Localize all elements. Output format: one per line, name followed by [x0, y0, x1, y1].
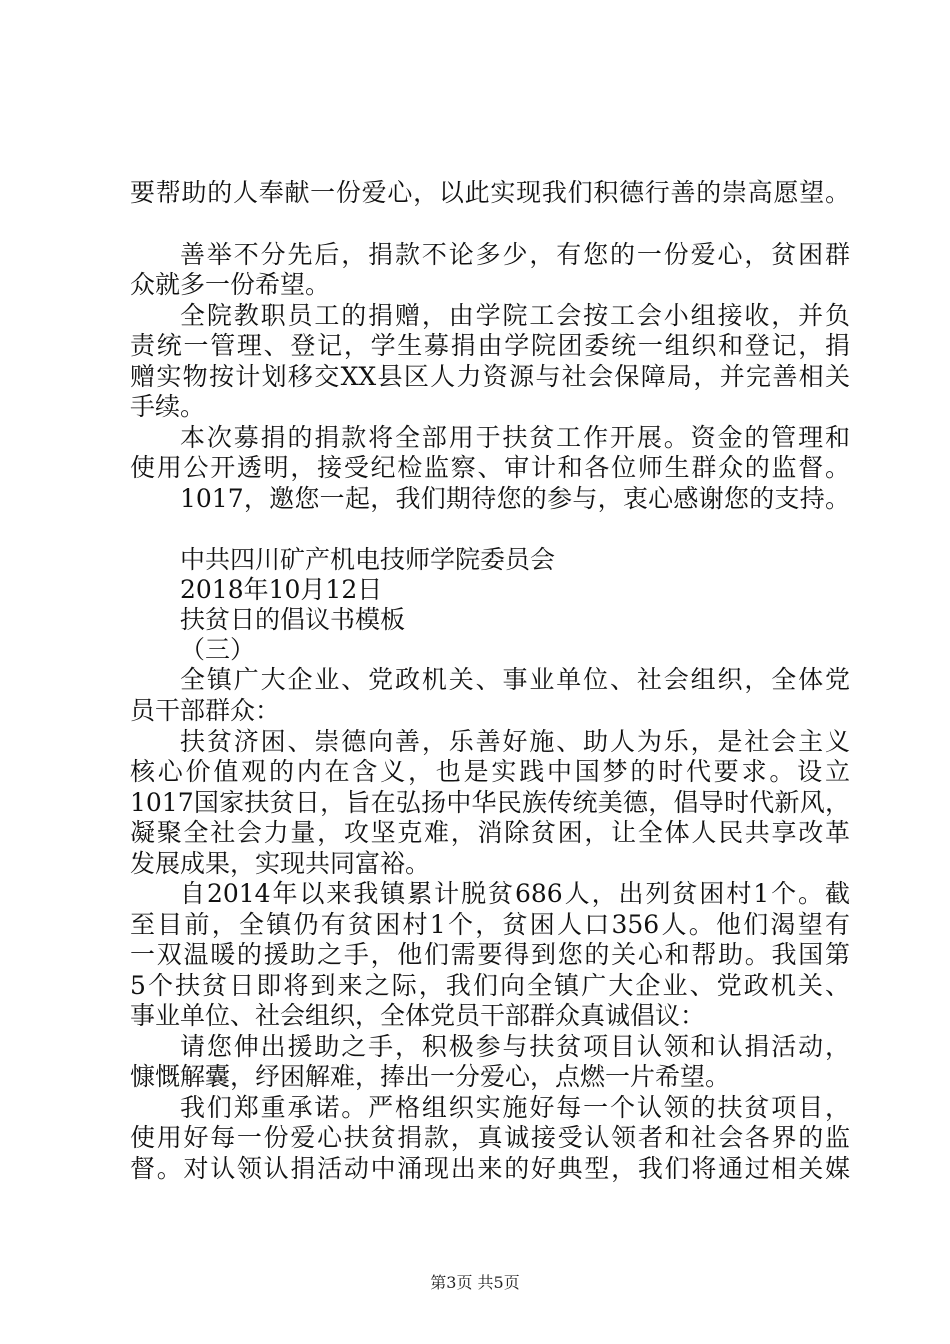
text-line: 使用好每一份爱心扶贫捐款，真诚接受认领者和社会各界的监	[130, 1123, 850, 1152]
text-line: 善举不分先后，捐款不论多少，有您的一份爱心，贫困群	[180, 240, 850, 269]
page-footer: 第3页 共5页	[430, 1273, 520, 1292]
text-line: 责统一管理、登记，学生募捐由学院团委统一组织和登记，捐	[130, 331, 850, 360]
text-line: 要帮助的人奉献一份爱心，以此实现我们积德行善的崇高愿望。	[130, 178, 850, 207]
text-line: 赠实物按计划移交XX县区人力资源与社会保障局，并完善相关	[130, 362, 850, 391]
text-line: 督。对认领认捐活动中涌现出来的好典型，我们将通过相关媒	[130, 1154, 850, 1183]
text-line: 慷慨解囊，纾困解难，捧出一分爱心，点燃一片希望。	[130, 1062, 731, 1091]
text-line: 扶贫济困、崇德向善，乐善好施、助人为乐，是社会主义	[180, 727, 850, 756]
text-line: 手续。	[130, 392, 206, 421]
text-line: 全院教职员工的捐赠，由学院工会按工会小组接收，并负	[180, 301, 850, 330]
section-title: 扶贫日的倡议书模板	[180, 605, 406, 634]
text-line: 全镇广大企业、党政机关、事业单位、社会组织，全体党	[180, 665, 850, 694]
text-line: 1017，邀您一起，我们期待您的参与，衷心感谢您的支持。	[180, 484, 850, 513]
text-line: 事业单位、社会组织，全体党员干部群众真诚倡议：	[130, 1001, 706, 1030]
text-line: 我们郑重承诺。严格组织实施好每一个认领的扶贫项目，	[180, 1093, 850, 1122]
text-line: 众就多一份希望。	[130, 270, 331, 299]
text-line: 一双温暖的援助之手，他们需要得到您的关心和帮助。我国第	[130, 940, 850, 969]
text-line: 核心价值观的内在含义，也是实践中国梦的时代要求。设立	[130, 757, 850, 786]
text-line: 自2014年以来我镇累计脱贫686人，出列贫困村1个。截	[180, 879, 850, 908]
text-line: 请您伸出援助之手，积极参与扶贫项目认领和认捐活动，	[180, 1032, 850, 1061]
text-line: 凝聚全社会力量，攻坚克难，消除贫困，让全体人民共享改革	[130, 818, 850, 847]
text-line: 发展成果，实现共同富裕。	[130, 849, 431, 878]
section-number: （三）	[180, 635, 256, 664]
text-line: 5个扶贫日即将到来之际，我们向全镇广大企业、党政机关、	[130, 971, 850, 1000]
text-line: 1017国家扶贫日，旨在弘扬中华民族传统美德，倡导时代新风，	[130, 788, 850, 817]
text-line: 本次募捐的捐款将全部用于扶贫工作开展。资金的管理和	[180, 423, 850, 452]
text-line: 使用公开透明，接受纪检监察、审计和各位师生群众的监督。	[130, 453, 850, 482]
text-line: 至目前，全镇仍有贫困村1个，贫困人口356人。他们渴望有	[130, 910, 850, 939]
signature-org: 中共四川矿产机电技师学院委员会	[180, 545, 556, 574]
signature-date: 2018年10月12日	[180, 575, 383, 604]
text-line: 员干部群众：	[130, 696, 281, 725]
